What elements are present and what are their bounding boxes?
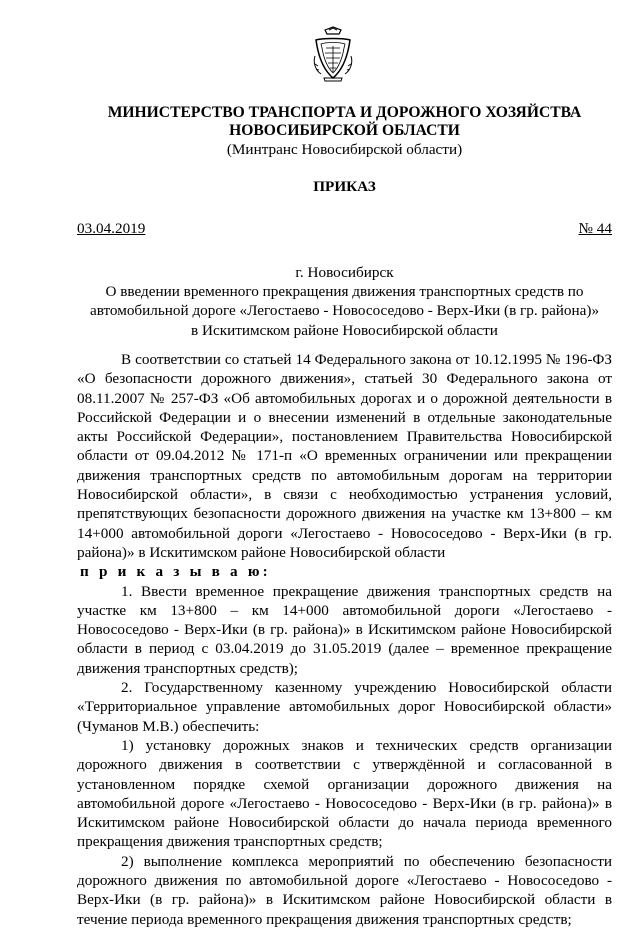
order-date: 03.04.2019 bbox=[77, 220, 146, 237]
item-2-paragraph: 2. Государственному казенному учреждению Новосибирской области «Территориальное управление автомобильных дорог Новосибирской области» (Чуманов М.В.) обеспечить: bbox=[77, 679, 612, 735]
ministry-name-line2: НОВОСИБИРСКОЙ ОБЛАСТИ bbox=[229, 122, 460, 139]
coat-of-arms-emblem bbox=[312, 26, 354, 82]
order-subject: О введении временного прекращения движения транспортных средств по автомобильной дороге «Легостаево - Новососедово - Верх-Ики (в гр. района)» в Искитимском районе Новосибирской области bbox=[89, 283, 600, 339]
ministry-short-name: (Минтранс Новосибирской области) bbox=[226, 141, 463, 158]
ministry-name-line1: МИНИСТЕРСТВО ТРАНСПОРТА И ДОРОЖНОГО ХОЗЯЙСТВА bbox=[107, 104, 582, 121]
order-number: № 44 bbox=[578, 220, 612, 237]
preamble-paragraph: В соответствии со статьей 14 Федерального закона от 10.12.1995 № 196-ФЗ «О безопасности дорожного движения», статьей 30 Федерального закона от 08.11.2007 № 257-ФЗ «Об автомобильных дорогах и о дорожной деятельности в Российской Федерации и о внесении изменений в отдельные законодательные акты Российской Федерации», постановлением Правительства Новосибирской области от 09.04.2012 № 171-п «О временных ограничении или прекращении движения транспортных средств по автомобильным дорогам на территории Новосибирской области», в связи с необходимостью устранения условий, препятствующих безопасности дорожного движения на участке км 13+800 – км 14+000 автомобильной дороги «Легостаево - Новососедово - Верх-Ики (в гр. района)» в Искитимском районе Новосибирской области bbox=[77, 351, 612, 561]
item-1-paragraph: 1. Ввести временное прекращение движения транспортных средств на участке км 13+800 – км 14+000 автомобильной дороги «Легостаево - Новососедово - Верх-Ики (в гр. района)» в Искитимском районе Новосибирской области в период с 03.04.2019 до 31.05.2019 (далее – временное прекращение движения транспортных средств); bbox=[77, 582, 612, 677]
city-name: г. Новосибирск bbox=[295, 264, 394, 281]
subitem-2-paragraph: 2) выполнение комплекса мероприятий по обеспечению безопасности дорожного движения по автомобильной дороге «Легостаево - Новососедово - Верх-Ики (в гр. района)» в Искитимском районе Новосибирской области в течение периода временного прекращения движения транспортных средств; bbox=[77, 852, 612, 928]
order-body bbox=[77, 350, 612, 929]
subitem-1-paragraph: 1) установку дорожных знаков и технических средств организации дорожного движения в соответствии с утверждённой и согласованной в установленном порядке схемой организации дорожного движения на автомобильной дороге «Легостаево - Новососедово - Верх-Ики (в гр. района)» в Искитимском районе Новосибирской области до начала периода временного прекращения движения транспортных средств; bbox=[77, 736, 612, 851]
order-word: п р и к а з ы в а ю: bbox=[80, 563, 271, 581]
document-type-title: ПРИКАЗ bbox=[313, 178, 376, 195]
